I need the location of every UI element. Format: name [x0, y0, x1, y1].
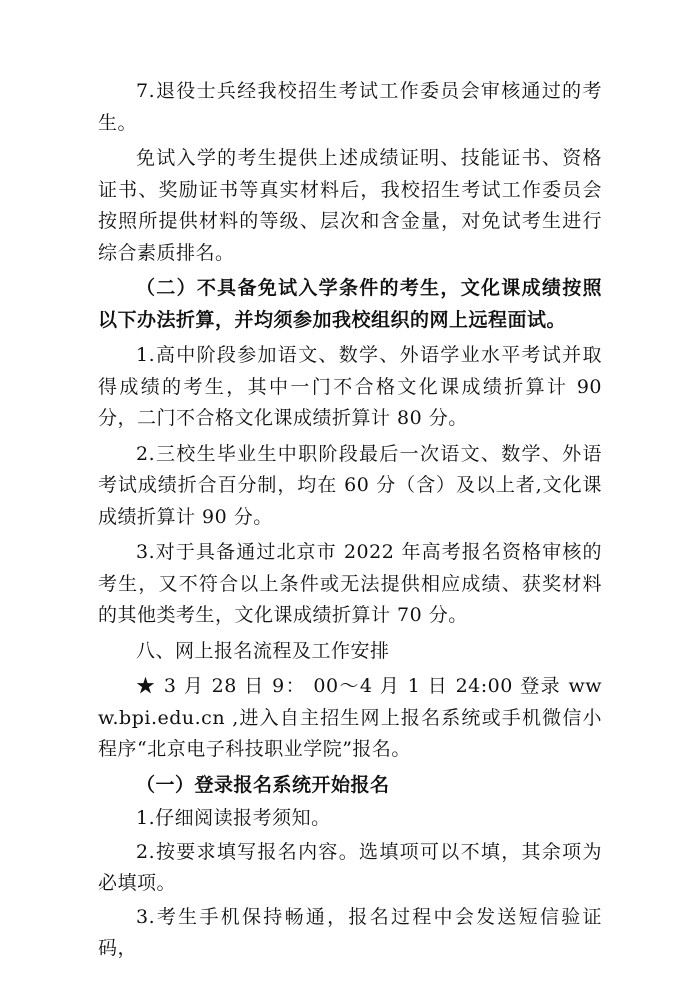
heading-non-exempt-conversion: （二）不具备免试入学条件的考生，文化课成绩按照以下办法折算，并均须参加我校组织的网上远程面试。	[98, 277, 602, 331]
paragraph-veteran-item: 7.退役士兵经我校招生考试工作委员会审核通过的考生。	[98, 80, 602, 134]
paragraph-exempt-ranking: 免试入学的考生提供上述成绩证明、技能证书、资格证书、奖励证书等真实材料后，我校招生考试工作委员会按照所提供材料的等级、层次和含金量，对免试考生进行综合素质排名。	[98, 147, 602, 264]
paragraph-step-1: 1.仔细阅读报考须知。	[136, 807, 331, 829]
paragraph-item-3-other: 3.对于具备通过北京市 2022 年高考报名资格审核的考生，又不符合以上条件或无法提供相应成绩、获奖材料的其他类考生，文化课成绩折算计 70 分。	[98, 541, 602, 626]
document-page	[98, 76, 602, 965]
heading-login-registration: （一）登录报名系统开始报名	[136, 773, 390, 796]
paragraph-step-3: 3.考生手机保持畅通，报名过程中会发送短信验证码，	[98, 905, 602, 959]
paragraph-step-2: 2.按要求填写报名内容。选填项可以不填，其余项为必填项。	[98, 840, 602, 894]
section-heading-online-registration: 八、网上报名流程及工作安排	[136, 639, 390, 662]
paragraph-item-1-high-school: 1.高中阶段参加语文、数学、外语学业水平考试并取得成绩的考生，其中一门不合格文化课成绩折算计 90 分，二门不合格文化课成绩折算计 80 分。	[98, 344, 602, 429]
paragraph-item-2-vocational: 2.三校生毕业生中职阶段最后一次语文、数学、外语考试成绩折合百分制，均在 60 分（含）及以上者,文化课成绩折算计 90 分。	[98, 442, 602, 528]
paragraph-registration-schedule: ★ 3 月 28 日 9： 00～4 月 1 日 24:00 登录 www.bpi.edu.cn ,进入自主招生网上报名系统或手机微信小程序“北京电子科技职业学院”报名。	[98, 675, 602, 760]
